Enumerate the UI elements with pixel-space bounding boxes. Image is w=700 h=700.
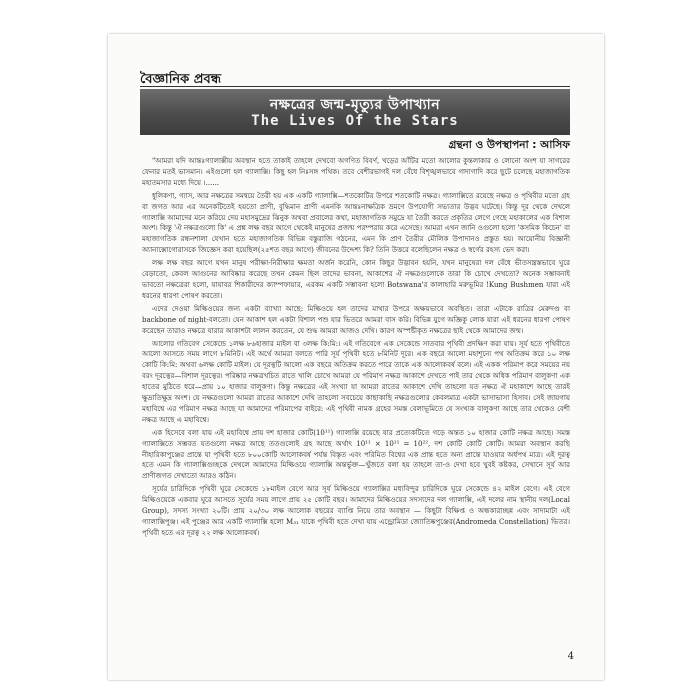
title-banner — [140, 89, 570, 135]
paragraph-7: সূর্যের চারিদিকে পৃথিবী ঘুরে সেকেন্ডে ১৮মাইল বেগে আর সূর্য মিল্কিওয়ে গ্যালাক্সির মধ্যবিন্দুর চারিদিকে ঘুরে সেকেন্ডে ৪২ মাইল বেগে। এই বেগে মিল্কিওয়েকে একবার ঘুরে আসতে সূর্যের সময় লাগে প্রায় ২৫ কোটি বছর। আমাদের মিল্কিওয়ের সদস্যদের দল গ্যালাক্সি, এই দলের নাম স্থানীয় দল(Local Group), সদস্য সংখ্যা ২০টি। প্রায় ২০/৩০ লক্ষ আলোক বছরের ব্যাপ্তি নিয়ে তার অবস্থান — কিছুটা বিক্ষিপ্ত ও অন্ধকারাচ্ছন্ন এবং সাদামাটা এই গ্যালাক্সিপুঞ্জ। এই পুঞ্জের আর একটি গ্যালাক্সি হলো M₃₁ যাকে পৃথিবী হতে দেখা যায় এন্ড্রোমিডা জ্যোতিষ্কপুঞ্জের(Andromeda Constellation) ভিতর। পৃথিবী হতে এর দূরত্ব ২২ লক্ষ আলোকবর্ষ। — [142, 485, 570, 537]
paragraph-4: এদের দেওয়া মিল্কিওয়ের জন্য একটা ব্যাখ্যা আছে: মিল্কিওয়ে হল তাদের মাথার উপরে অক্ষয়ভাবে অবস্থিত। তারা এটাকে রাত্রির মেরুদণ্ড বা backbone of night-বলতো। যেন আকাশ হল একটা বিশাল পশু যার ভিতরে আমরা বাস করি। বিভিন্ন যুগে অজ্ঞিকু লোক যারা এই ধরনের ধারণা পোষণ করেছেন তারাও নক্ষত্রে যারার আকাশটা লালন করতেন, যে শুদ্ধ আমরা আজও দেখি। কারণ অস্পষ্টীকৃত নক্ষত্রের ছাই থেকে আমাদের জন্ম। — [142, 304, 570, 335]
paragraph-2: ধুলিকণা, গ্যাস, আর নক্ষত্রের সমন্বয়ে তৈরী হয় এক একটি গ্যালাক্সি—শতকোটির উপরে শতকোটি নক্ষত্র। গ্যালাক্সিতে রয়েছে নক্ষত্র ও পৃথিবীর মতো গ্রহ বা জগত আর এর অনেকটিতেই হয়তো প্রাণী, বুদ্ধিমান প্রাণী এমনকি আন্তঃনাক্ষত্রিক ভ্রমণে উপযোগী সভ্যতার উদ্ভব ঘটেছে। কিন্তু দূর থেকে দেখলে গ্যালাক্সি আমাদের মনে করিয়ে দেয় মহাসমুদ্রের ঝিনুক অথবা প্রবালের কথা, মহাজাগতিক সমুদ্রে যা তৈরী করতে প্রকৃতির লেগে গেছে মহাকালের এক বিশাল অংশ। কিন্তু 'ঐ নক্ষত্রগুলো কি' এ প্রশ্ন লক্ষ বছর আগে থেকেই মানুষের প্রজন্ম পরম্পরায় করে এসেছে। আমরা এখন জানি ওগুলো হলো 'কসমিক কিচেন' বা মহাজাগতিক রন্ধনশালা যেখান হতে মহাজাগতিক বিভিন্ন বস্তুরাজি গঠনের, এমন কি প্রাণ তৈরীর মৌলিক উপাদানও প্রস্তুত হয়। আয়োনীয় বিজ্ঞানী অ্যানাক্সোগোরাসকে জিজ্ঞেস করা হয়েছিল(২৫শত বছর আগে) জীবনের উদ্দেশ্য কি? তিনি উত্তরে বলেছিলেন নক্ষত্র ও স্বর্গের রহস্য ভেদ করা। — [142, 191, 570, 255]
magazine-page — [108, 34, 604, 680]
header-rule — [140, 86, 570, 87]
paragraph-1: "আমরা যদি আন্তঃগ্যালাক্সীয় অবস্থান হতে তাকাই তাহলে দেখবো অগণিত বিবর্ণ, খড়ের আঁটির মতো আলোর কুন্তলাকার ও লোনো অংশ যা সাগরের ফেনার মতই ভাসমান। এইগুলো হল গ্যালাক্সি। কিছু হল নিঃসঙ্গ পথিক। তবে বেশীরভাগই দল বেঁধে বিশৃঙ্খলভাবে গাদাগাদি করে ছুটে চলেছে মহাজাগতিক মহাতমসার মধ্যে দিয়ে ।...... — [142, 157, 570, 187]
article-title-bengali: নক্ষত্রের জন্ম-মৃত্যুর উপাখ্যান — [269, 97, 441, 113]
page-number: 4 — [567, 651, 574, 662]
paragraph-3: লক্ষ লক্ষ বছর আগে যখন মানুষ পরীক্ষা-নিরীক্ষার ক্ষমতা অর্জন করেনি, কোন কিছুর উদ্ভাবন হয়নি, যখন মানুষেরা দল বেঁধে ভীতসন্ত্রস্তভাবে ঘুরে বেড়াতো, কেবল আগুনের আবিষ্কার করেছে তখন কেমন ছিল তাদের ভাবনা, আকাশের ঐ নক্ষত্রগুলোকে তারা কি চোখে দেখতো? অনেক সম্ভাবনাই ভাবতো নক্ষত্রেরা হলো, যাযাবর শিকারীদের ক্যাম্পফায়ার, এরকম একটি সম্ভাবনা হলো Botswana'র কালাহারি মরুভূমির !Kung Bushmen যারা এই ধরনের ধারণা পোষণ করতো। — [142, 259, 570, 300]
author-byline: গ্রন্থনা ও উপস্থাপনা : আসিফ — [448, 139, 570, 151]
section-label: বৈজ্ঞানিক প্রবন্ধ — [140, 72, 222, 87]
article-body — [142, 156, 570, 656]
article-title-english: The Lives Of the Stars — [251, 113, 459, 129]
paragraph-6: এক হিসেবে বলা যায় এই মহাবিশ্বে প্রায় দশ হাজার কোটি(10¹¹) গ্যালাক্সি রয়েছে যার প্রত্যেকটিতে গড়ে অন্তত ১০ হাজার কোটি নক্ষত্র আছে। সমস্ত গ্যালাক্সিতে সম্ভবত যতগুলো নক্ষত্র আছে ততগুলোই গ্রহ আছে অর্থাৎ 10¹¹ × 10¹¹ = 10²², দশ কোটি কোটি কোটি। আমরা অবস্থান করছি নীহারিকাপুঞ্জের প্রান্তে যা পৃথিবী হতে ৮০০কোটি আলোকবর্ষ পর্যন্ত বিস্তৃত এবং পরিমিত বিশ্বের এক প্রান্ত হতে অন্য প্রান্তে যাওয়ার অর্ধপথ মাত্র। এই দূরত্ব হতে এমন কি গ্যালাক্সিগুচ্ছকে দেখলে আমাদের মিল্কিওয়ে গ্যালাক্সি অন্তর্ভুক্ত—খুঁজতে বলা হয় তাহলে তা-ও দেখা হবে খুবই কষ্টকর, সেখানে সূর্য আর প্রাণীজগত দেখাতো আরও কঠিন। — [142, 428, 570, 481]
paragraph-5: আলোর গতিবেগ সেকেন্ডে ১লক্ষ ৮৬হাজার মাইল বা ৩লক্ষ কি:মি:। এই গতিবেগে এক সেকেন্ডে সাতবার পৃথিবী প্রদক্ষিণ করা যায়। সূর্য হতে পৃথিবীতে আলো আসতে সময় লাগে ৮মিনিট। এই অর্থে আমরা বলতে পারি সূর্য পৃথিবী হতে ৮মিনিট দূরে। এক বছরে আলো মহাশূন্যে পথ অতিক্রম করে ১০ লক্ষ কোটি কি:মি: অথবা ৬লক্ষ কোটি মাইল। যে দূরত্বটি আলো এক বছরে অতিক্রম করতে পারে তাকে এক আলোকবর্ষ বলে। এই একক পরিমাপ করে সময়ের নয় বরং দূরত্বের—বিশাল দূরত্বের। পরিষ্কার নক্ষত্রখচিত রাতে খালি চোখে আমরা যে পরিমাণ নক্ষত্র আকাশে দেখতে পাই তার থেকে অধিক পরিমাণ বালুকণা এক হাতের মুঠিতে ধরে—প্রায় ১০ হাজার বালুকণা। কিন্তু নক্ষত্রের এই সংখ্যা যা আমরা রাতের আকাশে দেখি তাহলো যত নক্ষত্র ঐ মহাকাশে আছে তারই ক্ষুদ্রাতিক্ষুদ্র অংশ। যে নক্ষত্রগুলো আমরা রাতের আকাশে দেখি তাহলো সবচেয়ে কাছাকাছি নক্ষত্রগুলোর কেবলমাত্র একটা ভাসাভাসা হিসাব। সেই জায়গায় মহাবিশ্বে এর পরিমাণ নক্ষত্র আছে যা আমাদের পরিমাপের বাইরে: এই পৃথিবী নামক গ্রহের সমস্ত বেলাভূমিতে যে সংখ্যক বালুকণা আছে তার থেকেও বেশী নক্ষত্র আছে এ মহাবিশ্বে। — [142, 339, 570, 424]
